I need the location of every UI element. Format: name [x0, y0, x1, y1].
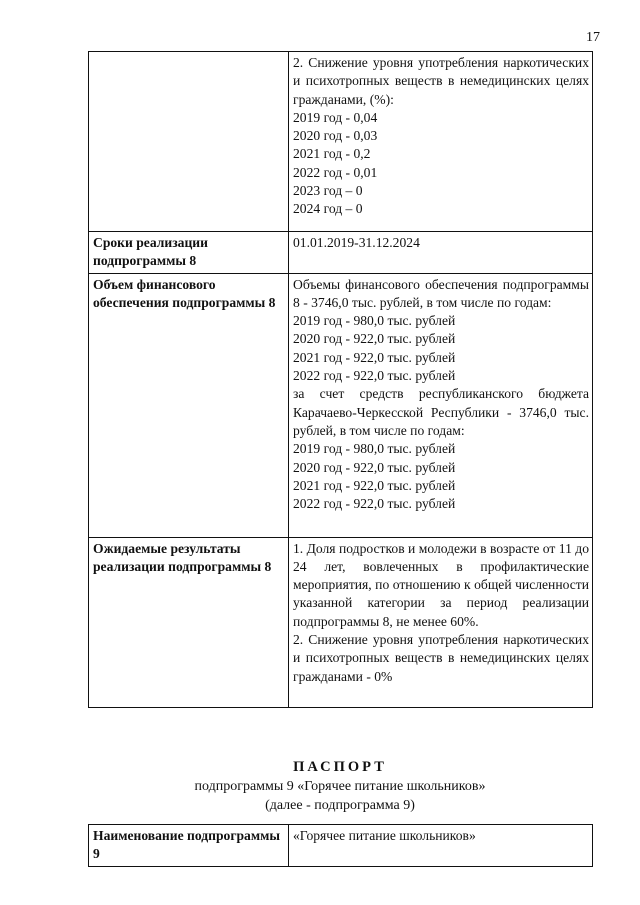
expected-results-cell	[289, 537, 593, 707]
timeline-label: Сроки реализации подпрограммы 8	[89, 232, 289, 274]
subprogram-9-passport-table	[88, 824, 593, 867]
indicator-2-year-2024: 2024 год – 0	[293, 201, 363, 217]
table-row-indicator-2	[89, 52, 593, 232]
row-label-empty	[89, 52, 289, 232]
financing-year-2021: 2021 год - 922,0 тыс. рублей	[293, 349, 456, 365]
passport-heading	[88, 758, 592, 815]
financing-year-2019: 2019 год - 980,0 тыс. рублей	[293, 313, 456, 329]
financing-cell	[289, 273, 593, 537]
passport-note: (далее - подпрограмма 9)	[265, 798, 415, 813]
financing-source: за счет средств республиканского бюджета Карачаево-Черкесской Республики - 3746,0 тыс. рублей, в том числе по годам:	[293, 386, 589, 438]
financing-year-2022: 2022 год - 922,0 тыс. рублей	[293, 368, 456, 384]
subprogram-8-passport-table	[88, 51, 593, 708]
indicator-2-title: 2. Снижение уровня употребления наркотических и психотропных веществ в немедицинских целях гражданами, (%):	[293, 55, 589, 107]
table-row-timeline	[89, 232, 593, 274]
expected-result-1: 1. Доля подростков и молодежи в возрасте от 11 до 24 лет, вовлеченных в профилактические мероприятия, по отношению к общей численности указанной категории за период реализации подпрограммы 8, не менее 60%.	[293, 540, 589, 629]
financing-source-year-2021: 2021 год - 922,0 тыс. рублей	[293, 477, 456, 493]
financing-year-2020: 2020 год - 922,0 тыс. рублей	[293, 331, 456, 347]
indicator-2-year-2022: 2022 год - 0,01	[293, 164, 378, 180]
subprogram-9-name-label: Наименование подпрограммы 9	[89, 825, 289, 867]
timeline-value: 01.01.2019-31.12.2024	[289, 232, 593, 274]
indicator-2-year-2020: 2020 год - 0,03	[293, 128, 378, 144]
expected-results-label: Ожидаемые результаты реализации подпрограммы 8	[89, 537, 289, 707]
indicator-2-year-2023: 2023 год – 0	[293, 183, 363, 199]
table-row-expected-results	[89, 537, 593, 707]
financing-source-year-2019: 2019 год - 980,0 тыс. рублей	[293, 441, 456, 457]
passport-title: ПАСПОРТ	[293, 759, 387, 775]
expected-result-2: 2. Снижение уровня употребления наркотических и психотропных веществ в немедицинских целях гражданами - 0%	[293, 632, 589, 684]
indicator-2-year-2021: 2021 год - 0,2	[293, 146, 371, 162]
financing-source-year-2022: 2022 год - 922,0 тыс. рублей	[293, 496, 456, 512]
indicator-2-year-2019: 2019 год - 0,04	[293, 109, 378, 125]
subprogram-9-name-value: «Горячее питание школьников»	[289, 825, 593, 867]
passport-subtitle: подпрограммы 9 «Горячее питание школьников»	[194, 779, 486, 794]
financing-label: Объем финансового обеспечения подпрограммы 8	[89, 273, 289, 537]
financing-intro: Объемы финансового обеспечения подпрограммы 8 - 3746,0 тыс. рублей, в том числе по годам:	[293, 276, 589, 310]
table-row-name	[89, 825, 593, 867]
table-row-financing	[89, 273, 593, 537]
page-number: 17	[586, 30, 600, 45]
financing-source-year-2020: 2020 год - 922,0 тыс. рублей	[293, 459, 456, 475]
indicator-2-cell	[289, 52, 593, 232]
